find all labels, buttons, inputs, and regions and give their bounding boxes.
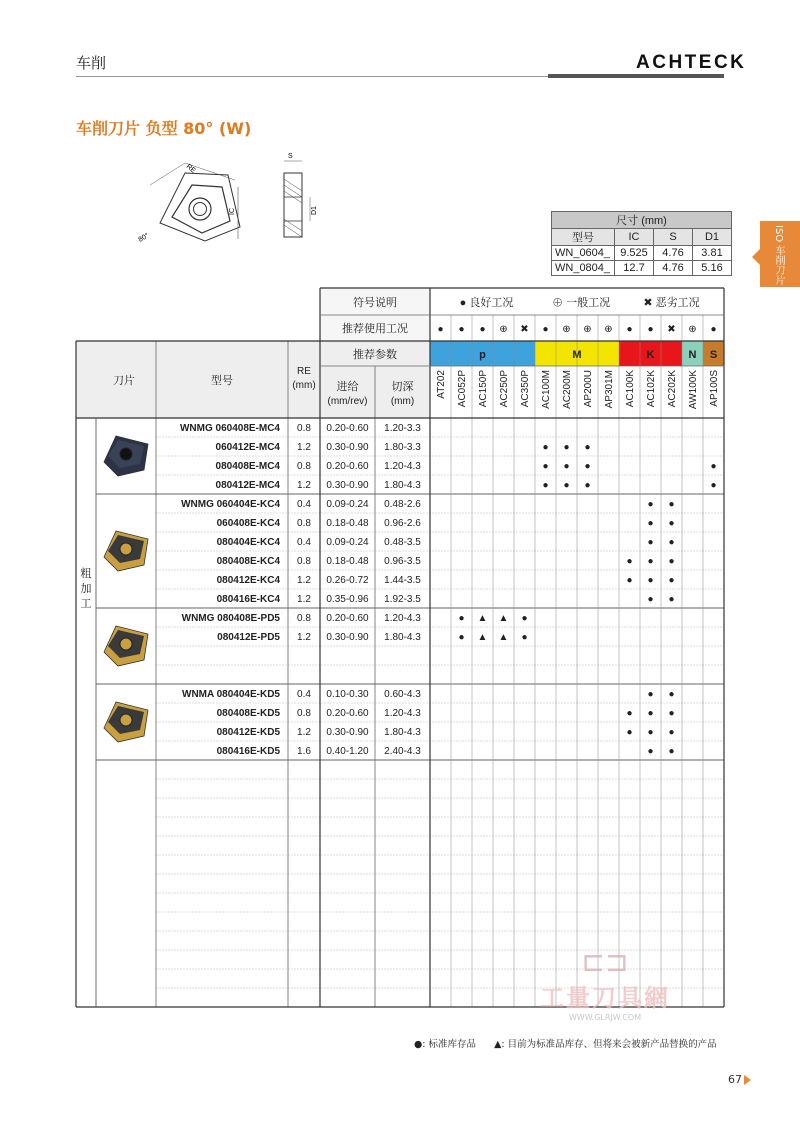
feed-value: 0.20-0.60	[326, 708, 369, 719]
stock-mark: ●	[521, 632, 528, 643]
model-code: 080408E-KD5	[216, 708, 280, 719]
stock-mark: ●	[521, 613, 528, 624]
model-code: 060412E-MC4	[215, 442, 280, 453]
re-value: 0.8	[297, 518, 311, 529]
stock-mark: ●	[647, 575, 654, 586]
page-number: 67	[728, 1073, 742, 1086]
stock-mark: ●	[647, 746, 654, 757]
condition-symbol: ●	[479, 324, 486, 335]
dim-header: IC	[615, 229, 654, 246]
grade-label: AC102K	[646, 370, 657, 408]
re-value: 1.2	[297, 727, 311, 738]
dim-header: D1	[693, 229, 732, 246]
re-value: 1.2	[297, 575, 311, 586]
dim-cell: 12.7	[615, 261, 654, 276]
condition-symbol: ⊕	[499, 324, 508, 335]
col-depth-unit: (mm)	[390, 396, 415, 407]
recommend-label: 推荐使用工况	[342, 323, 408, 335]
stock-mark: ●	[542, 442, 549, 453]
re-value: 0.4	[297, 499, 311, 510]
depth-value: 1.20-4.3	[384, 708, 421, 719]
dim-cell: 3.81	[693, 246, 732, 261]
stock-mark: ●	[626, 575, 633, 586]
stock-mark: ●	[563, 442, 570, 453]
symbol-good: ● 良好工况	[459, 297, 514, 309]
feed-value: 0.09-0.24	[326, 537, 369, 548]
insert-image	[104, 702, 148, 742]
legend-standard: ●: 标准库存品	[414, 1039, 477, 1050]
watermark-logo-icon: ⊏⊐	[581, 945, 629, 978]
grade-label: AC250P	[499, 370, 510, 408]
re-value: 1.2	[297, 442, 311, 453]
model-code: 080404E-KC4	[216, 537, 280, 548]
col-feed: 进给	[336, 381, 359, 393]
stock-mark: ●	[668, 537, 675, 548]
insert-image	[104, 626, 148, 666]
re-value: 1.2	[297, 594, 311, 605]
model-code: WNMG 080408E-PD5	[181, 613, 280, 624]
next-page-arrow-icon[interactable]	[744, 1075, 751, 1085]
condition-symbol: ●	[458, 324, 465, 335]
legend	[414, 1036, 717, 1050]
feed-value: 0.35-0.96	[326, 594, 369, 605]
dim-cell: WN_0804_	[552, 261, 615, 276]
col-re: RE	[297, 366, 311, 377]
iso-group-label: K	[646, 349, 655, 361]
stock-mark: ●	[668, 594, 675, 605]
group-label-char: 粗	[80, 568, 92, 580]
insert-hole	[120, 448, 132, 460]
col-model: 型号	[211, 375, 233, 387]
stock-mark: ●	[668, 689, 675, 700]
grade-label: AC350P	[520, 370, 531, 408]
stock-mark: ●	[626, 708, 633, 719]
condition-symbol: ●	[626, 324, 633, 335]
feed-value: 0.20-0.60	[326, 461, 369, 472]
condition-symbol: ●	[542, 324, 549, 335]
iso-group-label: p	[479, 349, 486, 361]
feed-value: 0.26-0.72	[326, 575, 369, 586]
stock-mark: ●	[584, 461, 591, 472]
dim-header: S	[654, 229, 693, 246]
insert-image	[104, 436, 148, 476]
model-code: 080412E-PD5	[217, 632, 280, 643]
grade-label: AC200M	[562, 370, 573, 409]
stock-mark: ●	[647, 556, 654, 567]
model-code: WNMA 080404E-KD5	[182, 689, 280, 700]
col-insert: 刀片	[113, 375, 135, 387]
dim-caption: 尺寸 (mm)	[552, 212, 732, 229]
side-tab-label: ISO 车削刀片	[773, 225, 784, 286]
stock-mark: ●	[668, 556, 675, 567]
depth-value: 1.20-4.3	[384, 613, 421, 624]
params-label: 推荐参数	[353, 349, 397, 361]
feed-value: 0.10-0.30	[326, 689, 369, 700]
insert-hole	[120, 638, 132, 650]
model-code: 080416E-KD5	[216, 746, 280, 757]
insert-image	[104, 531, 148, 571]
condition-symbol: ●	[710, 324, 717, 335]
stock-mark: ●	[647, 708, 654, 719]
depth-value: 1.20-4.3	[384, 461, 421, 472]
watermark-text: 工量刀具網	[540, 984, 670, 1012]
stock-mark: ●	[584, 480, 591, 491]
feed-value: 0.30-0.90	[326, 632, 369, 643]
stock-mark: ●	[542, 480, 549, 491]
stock-mark: ●	[563, 461, 570, 472]
stock-mark: ●	[584, 442, 591, 453]
re-value: 1.2	[297, 480, 311, 491]
re-value: 0.8	[297, 556, 311, 567]
model-code: 080412E-KD5	[216, 727, 280, 738]
depth-value: 0.96-3.5	[384, 556, 421, 567]
stock-mark: ●	[668, 518, 675, 529]
depth-value: 1.92-3.5	[384, 594, 421, 605]
stock-mark: ●	[458, 613, 465, 624]
grade-label: AC100M	[541, 370, 552, 409]
feed-value: 0.30-0.90	[326, 727, 369, 738]
stock-mark: ●	[647, 727, 654, 738]
watermark	[540, 945, 670, 1022]
feed-value: 0.40-1.20	[326, 746, 369, 757]
re-value: 0.8	[297, 423, 311, 434]
dim-cell: 4.76	[654, 246, 693, 261]
watermark-url: WWW.GLRJW.COM	[568, 1013, 642, 1022]
grade-label: AC150P	[478, 370, 489, 408]
dim-cell: WN_0604_	[552, 246, 615, 261]
stock-mark: ●	[542, 461, 549, 472]
stock-mark: ●	[458, 632, 465, 643]
group-label-char: 工	[80, 598, 92, 610]
iso-group-label: S	[709, 349, 718, 361]
feed-value: 0.30-0.90	[326, 480, 369, 491]
stock-mark: ●	[710, 461, 717, 472]
grade-label: AC052P	[457, 370, 468, 408]
s-label: S	[288, 153, 293, 160]
feed-value: 0.09-0.24	[326, 499, 369, 510]
model-code: 060408E-KC4	[216, 518, 280, 529]
feed-value: 0.20-0.60	[326, 423, 369, 434]
stock-mark: ●	[668, 575, 675, 586]
re-value: 0.8	[297, 708, 311, 719]
stock-mark: ●	[647, 518, 654, 529]
insert-hole	[120, 543, 132, 555]
re-value: 0.8	[297, 613, 311, 624]
depth-value: 1.44-3.5	[384, 575, 421, 586]
stock-mark: ●	[626, 727, 633, 738]
grade-label: AP301M	[604, 370, 615, 409]
condition-symbol: ●	[647, 324, 654, 335]
condition-symbol: ⊕	[583, 324, 592, 335]
stock-mark: ▲	[477, 613, 488, 624]
grade-label: AT202	[436, 370, 447, 399]
re-value: 1.2	[297, 632, 311, 643]
grade-label: AW100K	[688, 370, 699, 410]
angle-label: 80°	[137, 232, 151, 244]
dim-cell: 5.16	[693, 261, 732, 276]
symbol-normal: ⊕ 一般工况	[552, 297, 611, 309]
re-value: 0.4	[297, 689, 311, 700]
re-label: RE	[184, 163, 197, 175]
dim-cell: 4.76	[654, 261, 693, 276]
condition-symbol: ●	[437, 324, 444, 335]
condition-symbol: ⊕	[688, 324, 697, 335]
model-code: 080416E-KC4	[216, 594, 280, 605]
feed-value: 0.20-0.60	[326, 613, 369, 624]
grade-label: AC202K	[667, 370, 678, 408]
depth-value: 2.40-4.3	[384, 746, 421, 757]
iso-group-label: N	[688, 349, 697, 361]
condition-symbol: ✖	[667, 324, 676, 335]
stock-mark: ●	[626, 556, 633, 567]
stock-mark: ▲	[498, 613, 509, 624]
feed-value: 0.18-0.48	[326, 556, 369, 567]
stock-mark: ▲	[477, 632, 488, 643]
depth-value: 1.80-4.3	[384, 632, 421, 643]
stock-mark: ●	[668, 708, 675, 719]
stock-mark: ●	[647, 537, 654, 548]
depth-value: 1.80-4.3	[384, 480, 421, 491]
re-value: 1.6	[297, 746, 311, 757]
depth-value: 0.48-2.6	[384, 499, 421, 510]
col-re-unit: (mm)	[292, 380, 316, 391]
stock-mark: ▲	[498, 632, 509, 643]
ic-label: IC	[229, 208, 236, 215]
model-code: 080408E-MC4	[215, 461, 280, 472]
stock-mark: ●	[710, 480, 717, 491]
stock-mark: ●	[647, 594, 654, 605]
model-code: 080408E-KC4	[216, 556, 280, 567]
col-depth: 切深	[391, 381, 414, 393]
symbol-bad: ✖ 恶劣工况	[643, 297, 700, 309]
symbol-legend-label: 符号说明	[353, 297, 397, 309]
model-code: 080412E-KC4	[216, 575, 280, 586]
depth-value: 1.80-4.3	[384, 727, 421, 738]
insert-hole	[120, 714, 132, 726]
stock-mark: ●	[668, 499, 675, 510]
legend-replace: ▲: 目前为标准品库存、但将来会被新产品替换的产品	[494, 1039, 717, 1050]
dim-header: 型号	[552, 229, 615, 246]
stock-mark: ●	[647, 689, 654, 700]
group-label-char: 加	[80, 583, 92, 595]
re-value: 0.4	[297, 537, 311, 548]
grade-label: AP200U	[583, 370, 594, 408]
brand-logo: ACHTECK	[636, 52, 747, 73]
header-section-title: 车削	[76, 54, 107, 72]
d1-label: D1	[311, 206, 318, 215]
model-code: WNMG 060404E-KC4	[181, 499, 280, 510]
re-value: 0.8	[297, 461, 311, 472]
iso-group-label: M	[572, 349, 582, 361]
depth-value: 1.80-3.3	[384, 442, 421, 453]
feed-value: 0.30-0.90	[326, 442, 369, 453]
stock-mark: ●	[668, 727, 675, 738]
depth-value: 0.48-3.5	[384, 537, 421, 548]
stock-mark: ●	[647, 499, 654, 510]
condition-symbol: ⊕	[604, 324, 613, 335]
model-code: 080412E-MC4	[215, 480, 280, 491]
stock-mark: ●	[563, 480, 570, 491]
model-code: WNMG 060408E-MC4	[179, 423, 280, 434]
depth-value: 1.20-3.3	[384, 423, 421, 434]
grade-label: AC100K	[625, 370, 636, 408]
dim-cell: 9.525	[615, 246, 654, 261]
grade-label: AP100S	[709, 370, 720, 407]
depth-value: 0.60-4.3	[384, 689, 421, 700]
condition-symbol: ⊕	[562, 324, 571, 335]
section-title: 车削刀片 负型 80° (W)	[76, 119, 252, 138]
stock-mark: ●	[668, 746, 675, 757]
col-feed-unit: (mm/rev)	[327, 396, 368, 407]
feed-value: 0.18-0.48	[326, 518, 369, 529]
depth-value: 0.96-2.6	[384, 518, 421, 529]
condition-symbol: ✖	[520, 324, 529, 335]
